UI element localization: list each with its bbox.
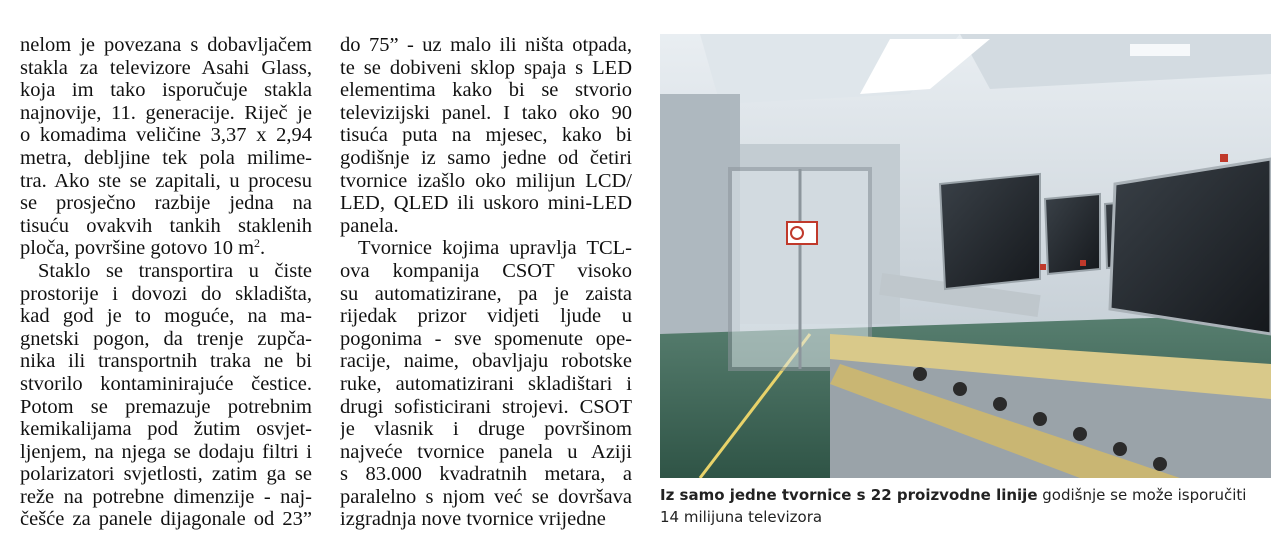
text-line: pogonima - sve spomenute ope- [340,327,632,350]
text-line: kemikalijama pod žutim osvjet- [20,418,312,441]
text-line: Potom se premazuje potrebnim [20,395,312,418]
text-line: tisuću ovakvih tankih staklenih [20,214,312,237]
text-line: do 75” - uz malo ili ništa otpada, [340,34,632,56]
text-line: gnetski pogon, da trenje zupča- [20,327,312,350]
text-line: polarizatori svjetlosti, zatim ga se [20,463,312,486]
text-line: najnovije, 11. generacije. Riječ je [20,101,312,124]
caption-line-2: 14 milijuna televizora [660,508,823,526]
photo-caption [660,484,1260,528]
factory-photo [660,34,1271,478]
text-line: s 83.000 kvadratnih metara, a [340,463,632,486]
text-line: ova kompanija CSOT visoko [340,259,632,282]
text-line: racije, naime, obavljaju robotske [340,350,632,373]
text-line: su automatizirane, pa je zaista [340,282,632,305]
text-line: LED, QLED ili uskoro mini-LED [340,192,632,215]
text-line: rijedak prizor vidjeti ljude u [340,305,632,328]
text-line: elementima kako bi se stvorio [340,79,632,102]
text-line: panela. [340,214,399,237]
text-line: metra, debljine tek pola milime- [20,146,312,169]
factory-illustration [660,34,1271,478]
sup-tail: . [260,237,266,260]
text-line: reže na potrebne dimenzije - naj- [20,485,312,508]
text-line: te se dobiveni sklop spaja s LED [340,56,632,79]
text-line: prostorije i dovozi do skladišta, [20,282,312,305]
text-line: tisuća puta na mjesec, kako bi [340,124,632,147]
text-line: drugi sofisticirani strojevi. CSOT [340,395,632,418]
article-column-1 [20,34,312,531]
text-line: izgradnja nove tvornice vrijedne [340,508,606,531]
text-line: stakla za televizore Asahi Glass, [20,56,312,79]
text-line: nelom je povezana s dobavljačem [20,34,312,56]
text-line: češće za panele dijagonale od 23” [20,508,312,531]
text-line: je vlasnik i druge površinom [340,418,632,441]
text-line: ploča, površine gotovo 10 $m^2$. [20,237,266,260]
text-line: najveće tvornice panela u Aziji [340,440,632,463]
text-line: nika ili transportnih traka ne bi [20,350,312,373]
text-line: tra. Ako ste se zapitali, u procesu [20,169,312,192]
text-line: kad god je to moguće, na ma- [20,305,312,328]
text-line: Staklo se transportira u čiste [38,259,312,282]
text-line: koja im tako isporučuje stakla [20,79,312,102]
text-line: godišnje iz samo jedne od četiri [340,146,632,169]
text-line: Tvornice kojima upravlja TCL- [358,237,632,260]
text-line: ruke, automatizirani skladištari i [340,372,632,395]
superscript: 2 [254,237,261,251]
text-line: paralelno s njom već se dovršava [340,485,632,508]
text-line: stvorilo kontaminirajuće čestice. [20,372,312,395]
text-line: televizijski panel. I tako oko 90 [340,101,632,124]
article-column-2 [340,34,632,531]
text-line: ljenjem, na njega se dodaju filtri i [20,440,312,463]
text-line: se prosječno razbije jedna na [20,192,312,215]
caption-bold: Iz samo jedne tvornice s 22 proizvodne linije [660,486,1038,504]
caption-line-1: godišnje se može isporučiti [1037,486,1247,504]
text-line: o komadima veličine 3,37 x 2,94 [20,124,312,147]
text-line: tvornice izašlo oko milijun LCD/ [340,169,632,192]
